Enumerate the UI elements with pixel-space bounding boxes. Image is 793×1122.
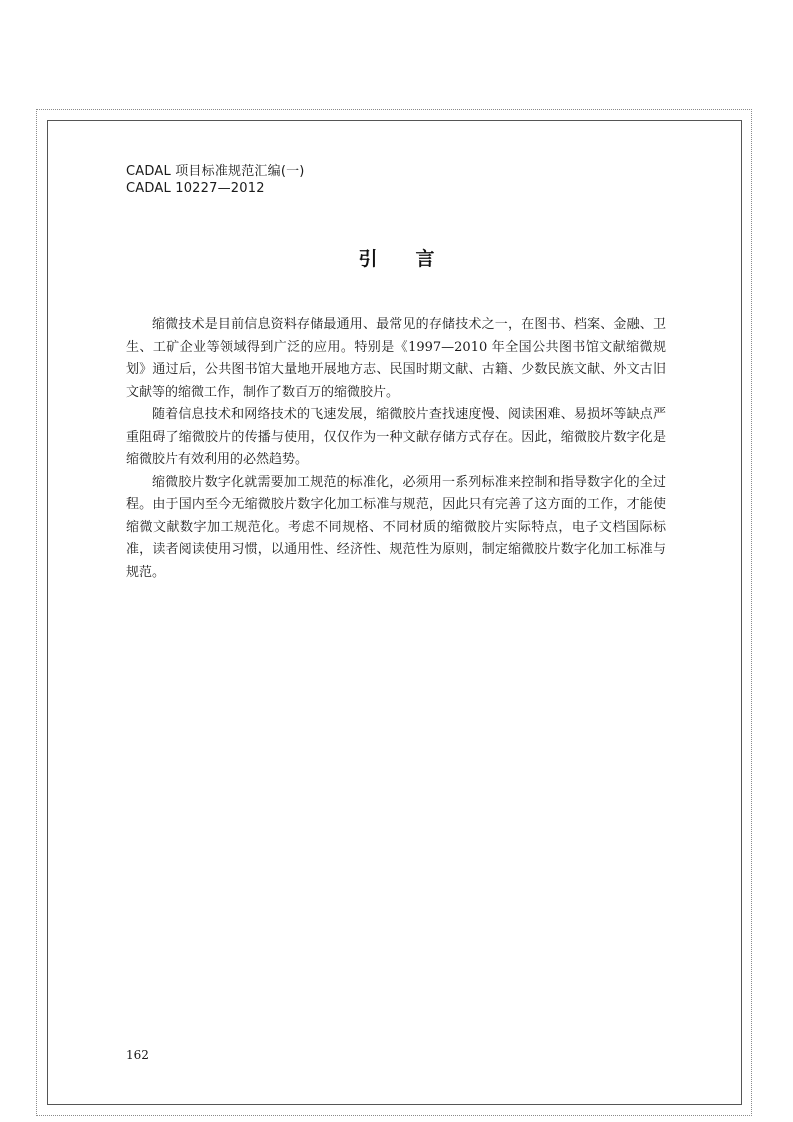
- paragraph: 缩微胶片数字化就需要加工规范的标准化，必须用一系列标准来控制和指导数字化的全过程。由于国内至今无缩微胶片数字化加工标准与规范，因此只有完善了这方面的工作，才能使缩微文献数字加工规范化。考虑不同规格、不同材质的缩微胶片实际特点，电子文档国际标准，读者阅读使用习惯，以通用性、经济性、规范性为原则，制定缩微胶片数字化加工标准与规范。: [126, 474, 666, 580]
- body-text: [126, 314, 666, 584]
- paragraph: 随着信息技术和网络技术的飞速发展，缩微胶片查找速度慢、阅读困难、易损坏等缺点严重阻碍了缩微胶片的传播与使用，仅仅作为一种文献存储方式存在。因此，缩微胶片数字化是缩微胶片有效利用的必然趋势。: [126, 407, 666, 467]
- page-number: 162: [126, 1048, 149, 1062]
- paragraph: 缩微技术是目前信息资料存储最通用、最常见的存储技术之一，在图书、档案、金融、卫生、工矿企业等领域得到广泛的应用。特别是《1997—2010 年全国公共图书馆文献缩微规划》通过后，公共图书馆大量地开展地方志、民国时期文献、古籍、少数民族文献、外文古旧文献等的缩微工作，制作了数百万的缩微胶片。: [126, 317, 666, 400]
- series-title: CADAL 项目标准规范汇编(一): [126, 164, 305, 179]
- section-title: 引言: [358, 248, 473, 270]
- standard-number: CADAL 10227—2012: [126, 181, 265, 196]
